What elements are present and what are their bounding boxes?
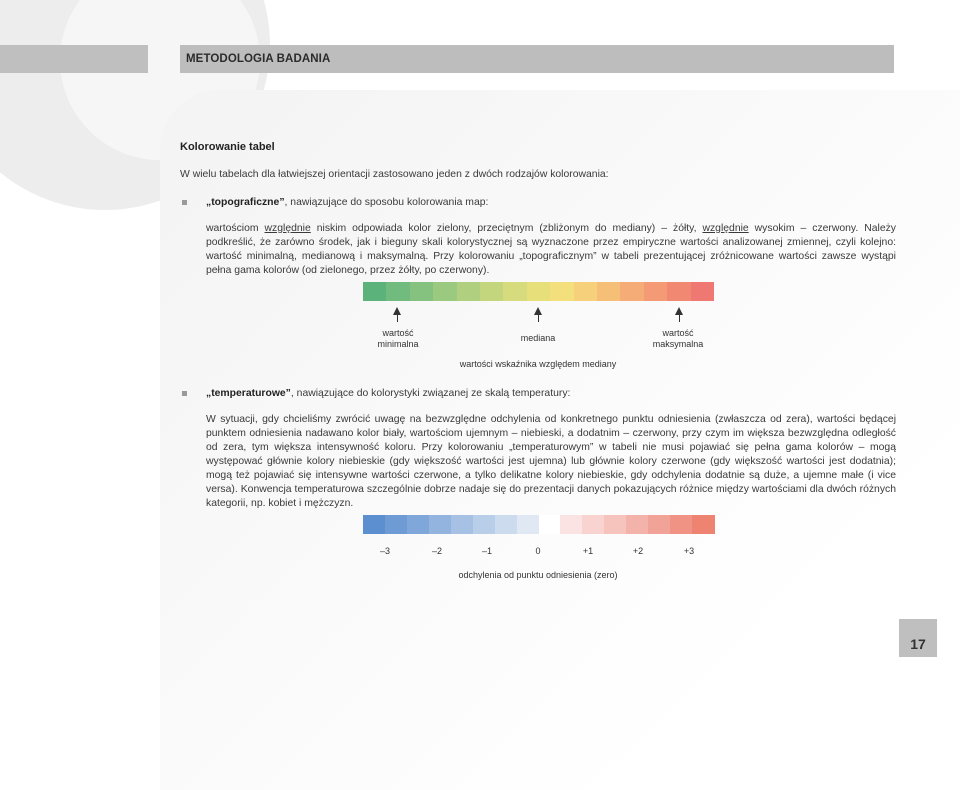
- topo-underline-2: względnie: [702, 223, 749, 234]
- color-swatch: [597, 282, 621, 301]
- bullet-marker: [182, 200, 187, 205]
- temp-bullet-bold: „temperaturowe”: [206, 388, 291, 399]
- temp-bullet-rest: , nawiązujące do kolorystyki związanej ze skalą temperatury:: [290, 388, 571, 399]
- color-swatch: [385, 515, 407, 534]
- arrow-stem: [397, 314, 398, 322]
- color-swatch: [691, 282, 715, 301]
- color-swatch: [648, 515, 670, 534]
- color-swatch: [692, 515, 714, 534]
- temp-paragraph: W sytuacji, gdy chcieliśmy zwrócić uwagę na bezwzględne odchylenia od konkretnego punktu odniesienia (zwłaszcza od zera), wartości będącej punktem odniesienia nadawano kolor biały, wartościom ujemnym – niebieski, a dodatnim – czerwony, przy czym im większa bezwzględna odległość od zera, tym większa intensywność koloru. Przy kolorowaniu „temperaturowym” w tabeli nie musi pojawiać się pełna gama kolorów – mogą występować głównie kolory niebieskie (gdy większość wartości jest ujemna) lub głównie kolory czerwone (gdy większość wartości jest dodatnia); mogą też pojawiać się intensywne wartości czerwone, a tylko delikatne kolory niebieskie, gdy odchylenia dodatnie są duże, a ujemne małe (i vice versa). Konwencja temperaturowa szczególnie dobrze nadaje się do prezentacji danych pokazujących różnice między wartościami dla dwóch różnych kategorii, np. kobiet i mężczyzn.: [206, 414, 896, 509]
- tick-label: –3: [379, 546, 390, 556]
- topo-bullet: [180, 196, 896, 210]
- label-median: mediana: [520, 333, 556, 343]
- page-number: 17: [910, 636, 926, 652]
- temp-caption: odchylenia od punktu odniesienia (zero): [458, 570, 618, 580]
- tick-label: +3: [683, 546, 695, 556]
- color-swatch: [429, 515, 451, 534]
- header-left-bar: [0, 45, 148, 73]
- topo-bullet-rest: , nawiązujące do sposobu kolorowania map:: [284, 197, 489, 208]
- label-max-line2: maksymalna: [652, 339, 704, 349]
- color-swatch: [517, 515, 539, 534]
- bullet-marker: [182, 391, 187, 396]
- color-swatch: [473, 515, 495, 534]
- color-swatch: [574, 282, 598, 301]
- color-swatch: [560, 515, 582, 534]
- color-swatch: [503, 282, 527, 301]
- label-min: [358, 328, 438, 350]
- label-min-line1: wartość: [382, 328, 414, 338]
- section-title: Kolorowanie tabel: [180, 141, 275, 153]
- temp-bullet: [180, 387, 896, 401]
- arrow-stem: [538, 314, 539, 322]
- topo-bullet-bold: „topograficzne”: [206, 197, 285, 208]
- tick-label: +1: [582, 546, 594, 556]
- main-content: [180, 140, 896, 278]
- color-swatch: [433, 282, 457, 301]
- topo-caption: wartości wskaźnika względem mediany: [459, 359, 617, 369]
- color-swatch: [582, 515, 604, 534]
- color-swatch: [550, 282, 574, 301]
- header-title: METODOLOGIA BADANIA: [186, 53, 331, 65]
- tick-label: –2: [431, 546, 442, 556]
- topo-underline-1: względnie: [264, 223, 311, 234]
- label-min-line2: minimalna: [377, 339, 419, 349]
- tick-label: +2: [632, 546, 644, 556]
- color-swatch: [386, 282, 410, 301]
- color-swatch: [644, 282, 668, 301]
- color-swatch: [495, 515, 517, 534]
- color-swatch: [410, 282, 434, 301]
- topo-text-b: niskim odpowiada kolor zielony, przeciętnym (zbliżonym do mediany) – żółty,: [310, 223, 703, 234]
- label-max: [638, 328, 718, 350]
- tick-label: –1: [481, 546, 492, 556]
- color-swatch: [670, 515, 692, 534]
- arrow-stem: [679, 314, 680, 322]
- color-swatch: [527, 282, 551, 301]
- color-swatch: [407, 515, 429, 534]
- color-swatch: [480, 282, 504, 301]
- color-swatch: [451, 515, 473, 534]
- tick-label: 0: [535, 546, 541, 556]
- color-swatch: [626, 515, 648, 534]
- topo-text-c: wysokim – czerwony. Należy podkreślić, że zarówno środek, jak i bieguny skali kolorystycznej są wyznaczone przez empiryczne wartości analizowanej zmiennej, czyli kolejno: wartość minimalną, medianową i maksymalną. Przy kolorowaniu „topograficznym” w tabeli prezentującej zróżnicowane wartości zawsze wystąpi pełna gama kolorów (od zielonego, przez żółty, po czerwony).: [206, 223, 896, 276]
- topo-paragraph: [180, 222, 896, 278]
- color-swatch: [667, 282, 691, 301]
- color-swatch: [604, 515, 626, 534]
- topo-text-a: wartościom: [206, 223, 265, 234]
- label-max-line1: wartość: [662, 328, 694, 338]
- color-swatch: [539, 515, 561, 534]
- color-swatch: [363, 282, 387, 301]
- color-swatch: [620, 282, 644, 301]
- color-swatch: [363, 515, 385, 534]
- color-swatch: [457, 282, 481, 301]
- temp-content: [180, 387, 896, 511]
- intro-text: W wielu tabelach dla łatwiejszej orientacji zastosowano jeden z dwóch rodzajów kolorowania:: [180, 169, 609, 180]
